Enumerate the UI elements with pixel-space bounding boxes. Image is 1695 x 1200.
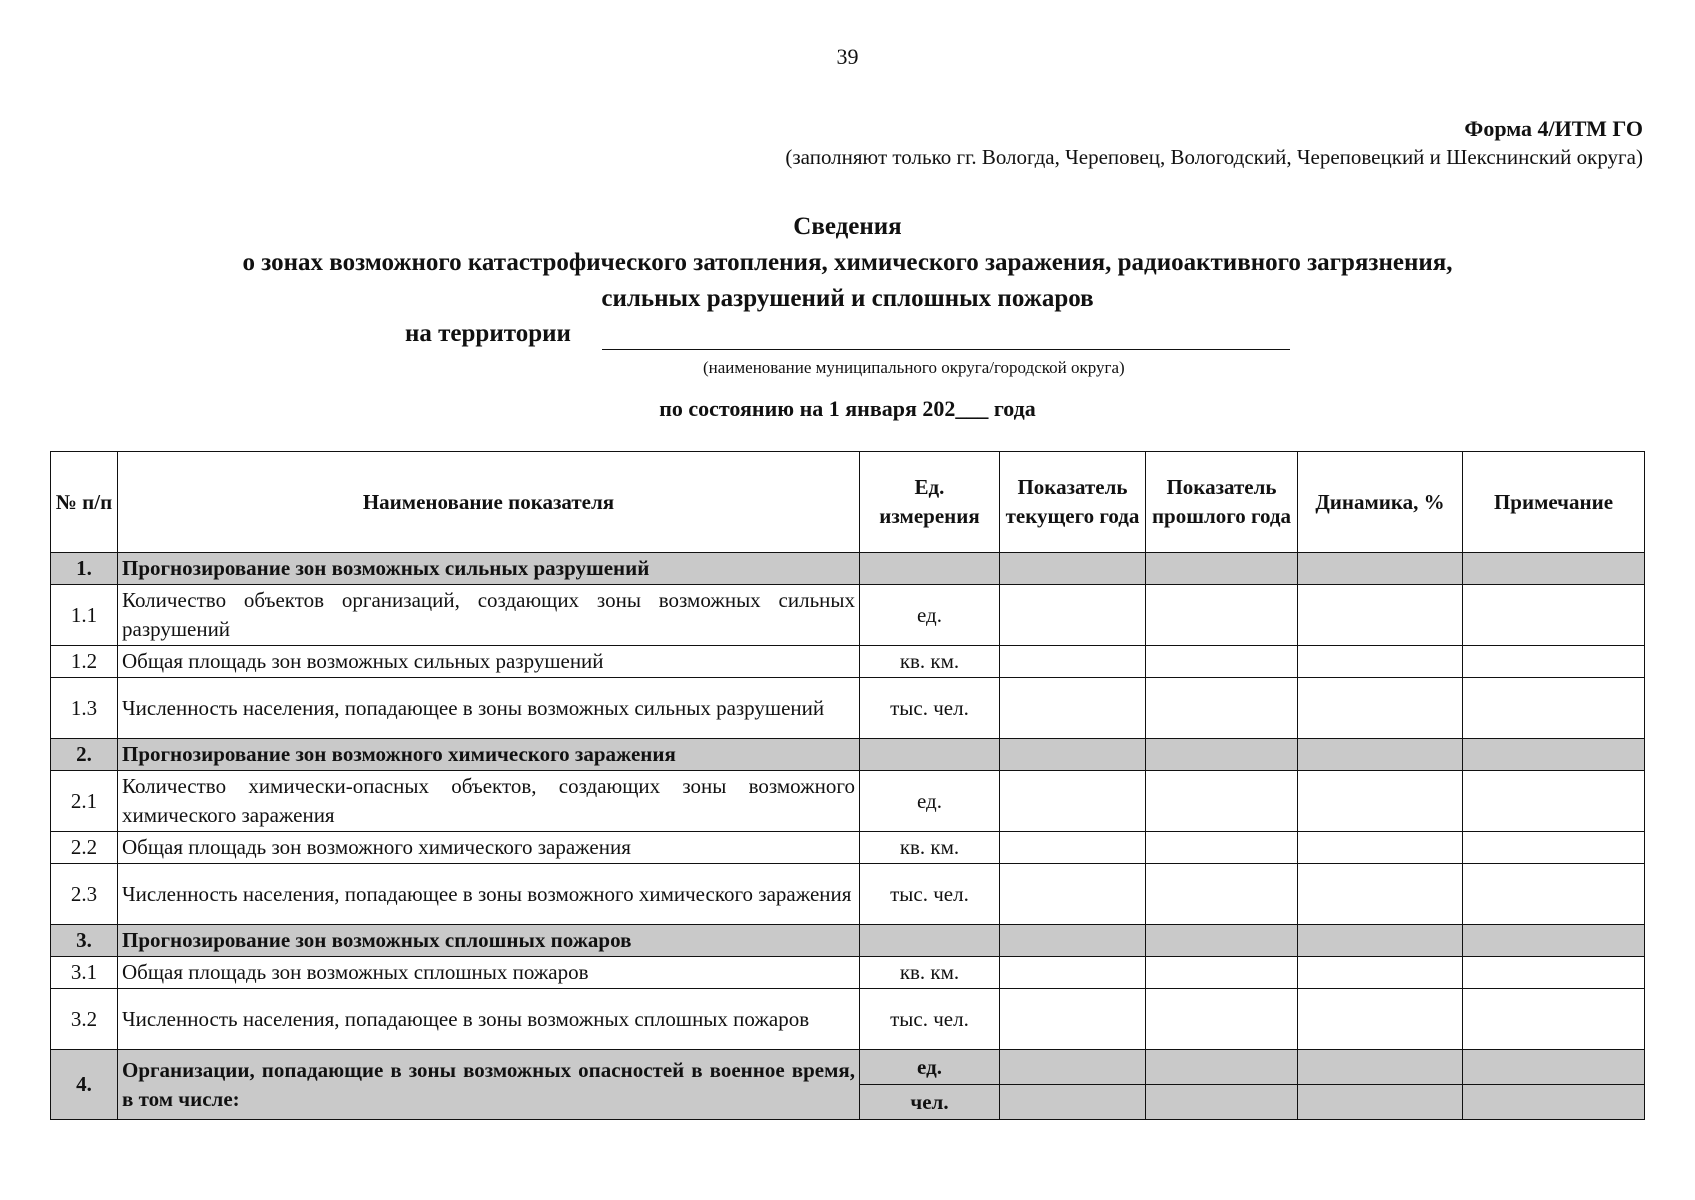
dynamics-cell[interactable] bbox=[1298, 832, 1463, 864]
row-unit: кв. км. bbox=[860, 832, 1000, 864]
current-year-cell[interactable] bbox=[1000, 957, 1146, 989]
dynamics-cell[interactable] bbox=[1298, 957, 1463, 989]
previous-year-cell[interactable] bbox=[1146, 771, 1298, 832]
row-indicator-name: Прогнозирование зон возможного химического заражения bbox=[118, 739, 860, 771]
header-dynamics: Динамика, % bbox=[1298, 452, 1463, 553]
row-number: 2.3 bbox=[51, 864, 118, 925]
header-number: № п/п bbox=[51, 452, 118, 553]
table-row bbox=[51, 957, 1645, 989]
row-number: 3.2 bbox=[51, 989, 118, 1050]
row-unit: тыс. чел. bbox=[860, 864, 1000, 925]
row-indicator-name: Количество объектов организаций, создающих зоны возможных сильных разрушений bbox=[118, 585, 860, 646]
dynamics-cell[interactable] bbox=[1298, 1050, 1463, 1085]
previous-year-cell[interactable] bbox=[1146, 864, 1298, 925]
row-indicator-name: Организации, попадающие в зоны возможных опасностей в военное время, в том числе: bbox=[118, 1050, 860, 1120]
note-cell[interactable] bbox=[1463, 1085, 1645, 1120]
note-cell[interactable] bbox=[1463, 1050, 1645, 1085]
current-year-cell[interactable] bbox=[1000, 553, 1146, 585]
current-year-cell[interactable] bbox=[1000, 864, 1146, 925]
row-indicator-name: Прогнозирование зон возможных сплошных пожаров bbox=[118, 925, 860, 957]
as-of-date: по состоянию на 1 января 202___ года bbox=[659, 396, 1036, 421]
row-unit: ед. bbox=[860, 585, 1000, 646]
row-indicator-name: Численность населения, попадающее в зоны возможных сильных разрушений bbox=[118, 678, 860, 739]
territory-hint: (наименование муниципального округа/городской округа) bbox=[703, 358, 1125, 377]
previous-year-cell[interactable] bbox=[1146, 739, 1298, 771]
table-body bbox=[51, 553, 1645, 1120]
form-code: Форма 4/ИТМ ГО bbox=[1464, 116, 1643, 141]
table-row bbox=[51, 585, 1645, 646]
note-cell[interactable] bbox=[1463, 553, 1645, 585]
table-header-row bbox=[51, 452, 1645, 553]
previous-year-cell[interactable] bbox=[1146, 957, 1298, 989]
dynamics-cell[interactable] bbox=[1298, 646, 1463, 678]
note-cell[interactable] bbox=[1463, 771, 1645, 832]
dynamics-cell[interactable] bbox=[1298, 989, 1463, 1050]
indicators-table bbox=[50, 451, 1645, 1120]
table-section-row bbox=[51, 553, 1645, 585]
row-number: 2.2 bbox=[51, 832, 118, 864]
table-section-row bbox=[51, 739, 1645, 771]
document-title: Сведения bbox=[793, 213, 902, 240]
table-row bbox=[51, 864, 1645, 925]
row-indicator-name: Численность населения, попадающее в зоны возможного химического заражения bbox=[118, 864, 860, 925]
header-unit: Ед. измерения bbox=[860, 452, 1000, 553]
table-row bbox=[51, 832, 1645, 864]
previous-year-cell[interactable] bbox=[1146, 1085, 1298, 1120]
territory-fill-line[interactable] bbox=[602, 349, 1290, 350]
row-unit: ед. bbox=[860, 771, 1000, 832]
previous-year-cell[interactable] bbox=[1146, 553, 1298, 585]
table-row bbox=[51, 989, 1645, 1050]
note-cell[interactable] bbox=[1463, 832, 1645, 864]
current-year-cell[interactable] bbox=[1000, 1085, 1146, 1120]
row-number: 1.2 bbox=[51, 646, 118, 678]
row-unit bbox=[860, 553, 1000, 585]
current-year-cell[interactable] bbox=[1000, 925, 1146, 957]
dynamics-cell[interactable] bbox=[1298, 771, 1463, 832]
row-unit bbox=[860, 739, 1000, 771]
dynamics-cell[interactable] bbox=[1298, 739, 1463, 771]
current-year-cell[interactable] bbox=[1000, 771, 1146, 832]
table-row bbox=[51, 646, 1645, 678]
row-unit: кв. км. bbox=[860, 646, 1000, 678]
territory-label: на территории bbox=[405, 320, 571, 347]
table-row bbox=[51, 771, 1645, 832]
header-current-year: Показатель текущего года bbox=[1000, 452, 1146, 553]
row-unit bbox=[860, 925, 1000, 957]
current-year-cell[interactable] bbox=[1000, 739, 1146, 771]
row-unit: тыс. чел. bbox=[860, 678, 1000, 739]
note-cell[interactable] bbox=[1463, 678, 1645, 739]
row-number: 2. bbox=[51, 739, 118, 771]
note-cell[interactable] bbox=[1463, 864, 1645, 925]
previous-year-cell[interactable] bbox=[1146, 832, 1298, 864]
note-cell[interactable] bbox=[1463, 989, 1645, 1050]
page-number: 39 bbox=[836, 44, 859, 69]
row-unit: ед. bbox=[860, 1050, 1000, 1085]
row-number: 1. bbox=[51, 553, 118, 585]
table-section-row bbox=[51, 925, 1645, 957]
previous-year-cell[interactable] bbox=[1146, 585, 1298, 646]
dynamics-cell[interactable] bbox=[1298, 864, 1463, 925]
row-indicator-name: Общая площадь зон возможных сплошных пожаров bbox=[118, 957, 860, 989]
current-year-cell[interactable] bbox=[1000, 585, 1146, 646]
form-note: (заполняют только гг. Вологда, Череповец, Вологодский, Череповецкий и Шекснинский округа) bbox=[785, 145, 1643, 169]
row-indicator-name: Прогнозирование зон возможных сильных разрушений bbox=[118, 553, 860, 585]
row-unit: кв. км. bbox=[860, 957, 1000, 989]
row-indicator-name: Количество химически-опасных объектов, создающих зоны возможного химического заражения bbox=[118, 771, 860, 832]
previous-year-cell[interactable] bbox=[1146, 925, 1298, 957]
row-indicator-name: Общая площадь зон возможных сильных разрушений bbox=[118, 646, 860, 678]
current-year-cell[interactable] bbox=[1000, 832, 1146, 864]
dynamics-cell[interactable] bbox=[1298, 925, 1463, 957]
note-cell[interactable] bbox=[1463, 585, 1645, 646]
dynamics-cell[interactable] bbox=[1298, 678, 1463, 739]
current-year-cell[interactable] bbox=[1000, 646, 1146, 678]
row-number: 1.1 bbox=[51, 585, 118, 646]
row-unit: тыс. чел. bbox=[860, 989, 1000, 1050]
dynamics-cell[interactable] bbox=[1298, 585, 1463, 646]
row-number: 4. bbox=[51, 1050, 118, 1120]
previous-year-cell[interactable] bbox=[1146, 989, 1298, 1050]
header-indicator-name: Наименование показателя bbox=[118, 452, 860, 553]
header-note: Примечание bbox=[1463, 452, 1645, 553]
row-number: 3. bbox=[51, 925, 118, 957]
previous-year-cell[interactable] bbox=[1146, 646, 1298, 678]
dynamics-cell[interactable] bbox=[1298, 1085, 1463, 1120]
note-cell[interactable] bbox=[1463, 925, 1645, 957]
row-unit: чел. bbox=[860, 1085, 1000, 1120]
row-number: 2.1 bbox=[51, 771, 118, 832]
current-year-cell[interactable] bbox=[1000, 678, 1146, 739]
note-cell[interactable] bbox=[1463, 646, 1645, 678]
note-cell[interactable] bbox=[1463, 957, 1645, 989]
note-cell[interactable] bbox=[1463, 739, 1645, 771]
table-row bbox=[51, 678, 1645, 739]
dynamics-cell[interactable] bbox=[1298, 553, 1463, 585]
header-previous-year: Показатель прошлого года bbox=[1146, 452, 1298, 553]
row-indicator-name: Общая площадь зон возможного химического заражения bbox=[118, 832, 860, 864]
previous-year-cell[interactable] bbox=[1146, 1050, 1298, 1085]
row-indicator-name: Численность населения, попадающее в зоны возможных сплошных пожаров bbox=[118, 989, 860, 1050]
previous-year-cell[interactable] bbox=[1146, 678, 1298, 739]
row-number: 3.1 bbox=[51, 957, 118, 989]
document-subtitle-line-1: о зонах возможного катастрофического затопления, химического заражения, радиоактивного загрязнения, bbox=[242, 249, 1453, 276]
current-year-cell[interactable] bbox=[1000, 989, 1146, 1050]
current-year-cell[interactable] bbox=[1000, 1050, 1146, 1085]
row-number: 1.3 bbox=[51, 678, 118, 739]
document-subtitle-line-2: сильных разрушений и сплошных пожаров bbox=[601, 285, 1094, 312]
table-section-row bbox=[51, 1050, 1645, 1085]
